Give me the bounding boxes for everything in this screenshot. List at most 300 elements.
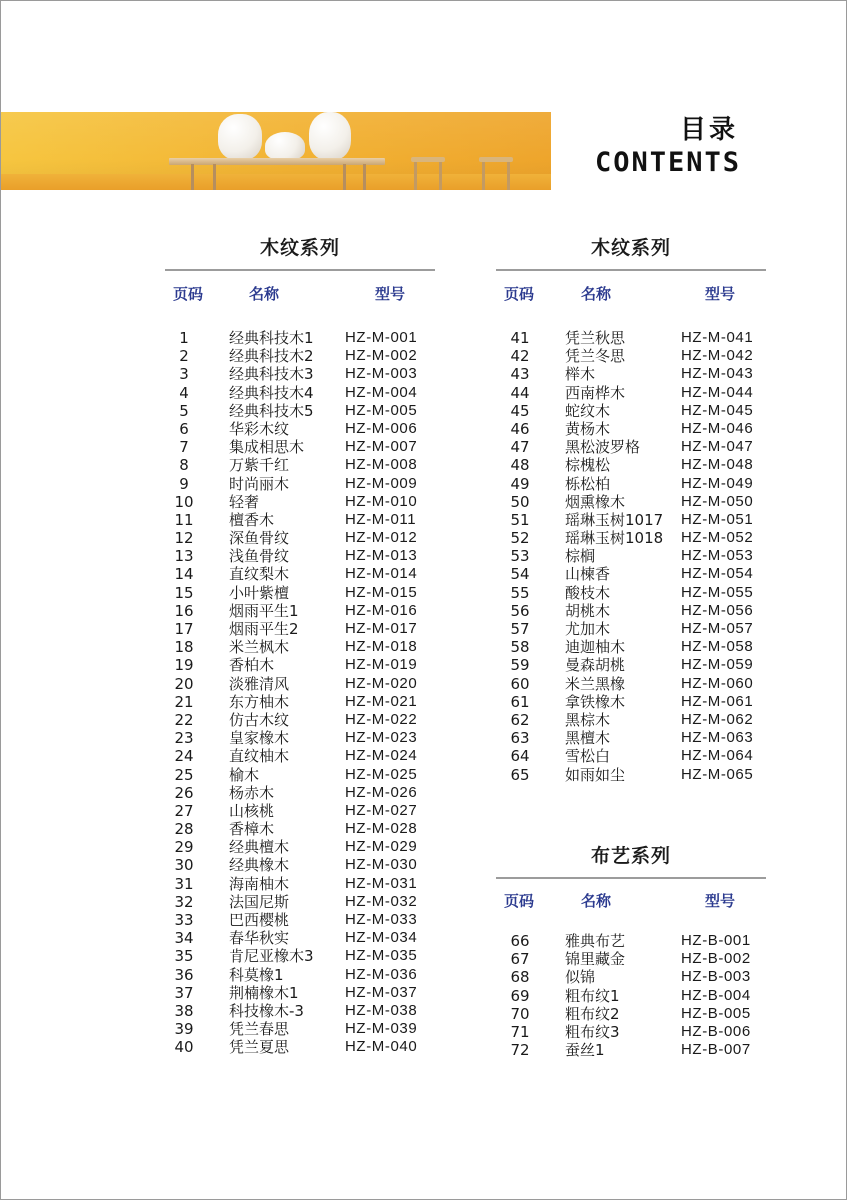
toc-row <box>502 620 772 638</box>
toc-item-name: 凭兰夏思 <box>229 1038 290 1057</box>
toc-item-name: 时尚丽木 <box>229 474 290 493</box>
section-title: 布艺系列 <box>590 845 671 867</box>
column-header-page: 页码 <box>173 285 204 303</box>
toc-page-number: 40 <box>174 1038 194 1057</box>
toc-item-name: 直纹柚木 <box>229 747 290 766</box>
toc-item-code: HZ-M-051 <box>681 510 754 528</box>
toc-item-code: HZ-M-028 <box>345 820 418 838</box>
toc-item-name: 东方柚木 <box>229 692 290 711</box>
toc-item-code: HZ-M-008 <box>345 456 418 474</box>
toc-item-name: 迪迦柚木 <box>565 638 626 657</box>
toc-item-code: HZ-M-023 <box>345 729 418 747</box>
toc-item-code: HZ-M-002 <box>345 347 418 365</box>
toc-item-code: HZ-M-017 <box>345 620 418 637</box>
stool-icon <box>479 157 513 190</box>
toc-item-code: HZ-M-034 <box>345 929 418 947</box>
toc-row <box>166 329 436 347</box>
toc-item-code: HZ-M-007 <box>345 438 418 456</box>
section-divider <box>496 269 766 271</box>
toc-item-name: 榆木 <box>229 765 260 784</box>
toc-item-name: 经典科技木4 <box>229 383 314 402</box>
toc-page-number: 26 <box>174 783 194 802</box>
toc-row <box>166 966 436 984</box>
toc-item-code: HZ-M-040 <box>345 1038 418 1056</box>
column-header-model: 型号 <box>705 285 736 303</box>
toc-row <box>166 456 436 474</box>
toc-item-code: HZ-M-009 <box>345 474 418 492</box>
toc-row <box>166 984 436 1002</box>
toc-row <box>166 602 436 620</box>
toc-page-number: 64 <box>510 747 530 766</box>
toc-row <box>166 820 436 838</box>
toc-row <box>502 968 772 986</box>
toc-page-number: 6 <box>179 419 189 438</box>
toc-row <box>502 365 772 383</box>
toc-page-number: 63 <box>510 729 530 748</box>
toc-item-code: HZ-B-004 <box>681 986 751 1004</box>
toc-list <box>502 932 772 1059</box>
toc-item-code: HZ-M-026 <box>345 783 418 801</box>
toc-item-code: HZ-B-005 <box>681 1004 751 1022</box>
toc-item-name: 仿古木纹 <box>229 710 290 729</box>
toc-item-code: HZ-M-044 <box>681 383 754 401</box>
toc-item-code: HZ-M-032 <box>345 892 418 910</box>
toc-item-name: 似锦 <box>565 968 596 987</box>
toc-item-code: HZ-M-061 <box>681 692 754 710</box>
toc-item-name: 凭兰秋思 <box>565 329 626 347</box>
column-header-page: 页码 <box>504 285 535 303</box>
toc-row <box>166 893 436 911</box>
toc-page-number: 17 <box>174 620 194 638</box>
toc-item-name: 黑檀木 <box>565 729 611 748</box>
toc-row <box>502 402 772 420</box>
toc-page-number: 5 <box>179 401 189 420</box>
stool-icon <box>411 157 445 190</box>
toc-item-code: HZ-M-011 <box>345 510 417 528</box>
toc-item-name: 经典檀木 <box>229 838 290 857</box>
toc-item-name: 瑶琳玉树1018 <box>565 529 664 548</box>
toc-item-code: HZ-M-050 <box>681 492 754 510</box>
toc-item-name: 杨赤木 <box>229 783 275 802</box>
toc-list <box>166 329 436 1057</box>
toc-page-number: 16 <box>174 601 194 620</box>
page-subtitle: CONTENTS <box>594 147 741 178</box>
toc-item-name: 蛇纹木 <box>565 401 611 420</box>
toc-page-number: 66 <box>510 932 530 950</box>
toc-list <box>502 329 772 784</box>
toc-row <box>502 1023 772 1041</box>
toc-page-number: 53 <box>510 547 530 566</box>
toc-page-number: 47 <box>510 438 530 457</box>
toc-row <box>502 493 772 511</box>
toc-item-name: 锦里藏金 <box>565 950 626 969</box>
toc-page-number: 51 <box>510 510 530 529</box>
toc-item-name: 胡桃木 <box>565 601 611 620</box>
toc-page-number: 28 <box>174 820 194 839</box>
toc-row <box>502 987 772 1005</box>
toc-item-code: HZ-M-027 <box>345 801 418 819</box>
toc-row <box>166 838 436 856</box>
toc-page-number: 30 <box>174 856 194 875</box>
toc-item-code: HZ-M-062 <box>681 710 754 728</box>
toc-row <box>502 656 772 674</box>
toc-item-name: 浅鱼骨纹 <box>229 547 290 566</box>
toc-row <box>166 347 436 365</box>
toc-item-code: HZ-M-006 <box>345 419 418 437</box>
toc-item-name: 集成相思木 <box>229 438 305 457</box>
toc-item-name: 米兰枫木 <box>229 638 290 657</box>
toc-item-name: 瑶琳玉树1017 <box>565 510 664 529</box>
toc-row <box>166 547 436 565</box>
toc-row <box>166 1020 436 1038</box>
toc-item-name: 粗布纹1 <box>565 986 620 1005</box>
toc-item-name: 烟雨平生2 <box>229 620 299 638</box>
toc-row <box>502 438 772 456</box>
column-header-name: 名称 <box>581 892 612 910</box>
toc-item-code: HZ-M-030 <box>345 856 418 874</box>
column-header-name: 名称 <box>249 285 280 303</box>
toc-row <box>502 932 772 950</box>
toc-row <box>166 584 436 602</box>
toc-page-number: 15 <box>174 583 194 602</box>
toc-item-code: HZ-M-042 <box>681 347 754 365</box>
toc-item-name: 经典科技木1 <box>229 329 314 347</box>
toc-row <box>502 747 772 765</box>
toc-item-code: HZ-M-059 <box>681 656 754 674</box>
toc-item-name: 直纹梨木 <box>229 565 290 584</box>
toc-item-code: HZ-M-043 <box>681 365 754 383</box>
toc-page-number: 58 <box>510 638 530 657</box>
toc-page-number: 68 <box>510 968 530 987</box>
toc-page-number: 71 <box>510 1022 530 1041</box>
toc-row <box>166 1002 436 1020</box>
toc-item-name: 经典科技木5 <box>229 401 314 420</box>
toc-row <box>502 711 772 729</box>
toc-page-number: 48 <box>510 456 530 475</box>
toc-page-number: 37 <box>174 983 194 1002</box>
toc-page-number: 22 <box>174 710 194 729</box>
toc-item-name: 烟熏橡木 <box>565 492 626 511</box>
toc-item-code: HZ-M-013 <box>345 547 418 565</box>
column-header-model: 型号 <box>375 285 406 303</box>
toc-item-name: 经典科技木3 <box>229 365 314 384</box>
toc-page-number: 20 <box>174 674 194 693</box>
toc-row <box>166 475 436 493</box>
toc-page-number: 29 <box>174 838 194 857</box>
toc-item-code: HZ-M-010 <box>345 492 418 510</box>
toc-page-number: 4 <box>179 383 189 402</box>
toc-row <box>166 638 436 656</box>
toc-page-number: 32 <box>174 892 194 911</box>
toc-item-name: 黑松波罗格 <box>565 438 641 457</box>
toc-item-name: 黄杨木 <box>565 419 611 438</box>
toc-row <box>502 1005 772 1023</box>
toc-item-code: HZ-M-036 <box>345 965 418 983</box>
toc-item-name: 华彩木纹 <box>229 419 290 438</box>
toc-item-code: HZ-M-037 <box>345 983 418 1001</box>
toc-page-number: 46 <box>510 419 530 438</box>
toc-row <box>502 347 772 365</box>
toc-item-name: 棕槐松 <box>565 456 611 475</box>
toc-row <box>166 729 436 747</box>
toc-row <box>166 784 436 802</box>
toc-page-number: 33 <box>174 911 194 929</box>
toc-page-number: 52 <box>510 529 530 548</box>
toc-item-code: HZ-M-033 <box>345 911 418 928</box>
toc-page-number: 65 <box>510 765 530 784</box>
toc-page-number: 14 <box>174 565 194 584</box>
toc-row <box>502 602 772 620</box>
toc-row <box>166 656 436 674</box>
toc-item-name: 万紫千红 <box>229 456 290 475</box>
toc-item-name: 如雨如尘 <box>565 765 626 784</box>
toc-page-number: 70 <box>510 1004 530 1023</box>
toc-row <box>166 911 436 929</box>
section-title: 木纹系列 <box>259 237 340 259</box>
toc-page-number: 44 <box>510 383 530 402</box>
toc-page-number: 1 <box>179 329 189 347</box>
toc-item-name: 春华秋实 <box>229 929 290 948</box>
toc-row <box>502 547 772 565</box>
toc-page-number: 35 <box>174 947 194 966</box>
toc-page-number: 34 <box>174 929 194 948</box>
toc-item-code: HZ-M-065 <box>681 765 754 783</box>
toc-row <box>502 950 772 968</box>
toc-row <box>502 420 772 438</box>
toc-page-number: 45 <box>510 401 530 420</box>
toc-item-code: HZ-M-018 <box>345 638 418 656</box>
toc-item-code: HZ-M-045 <box>681 401 754 419</box>
toc-page-number: 43 <box>510 365 530 384</box>
toc-item-code: HZ-M-012 <box>345 529 418 547</box>
section-title: 木纹系列 <box>590 237 671 259</box>
toc-item-name: 香柏木 <box>229 656 275 675</box>
toc-item-code: HZ-M-048 <box>681 456 754 474</box>
toc-item-name: 蚕丝1 <box>565 1041 605 1060</box>
toc-row <box>166 565 436 583</box>
toc-page-number: 54 <box>510 565 530 584</box>
toc-item-code: HZ-M-049 <box>681 474 754 492</box>
toc-row <box>166 929 436 947</box>
toc-page-number: 60 <box>510 674 530 693</box>
toc-item-name: 山核桃 <box>229 801 275 820</box>
vase-icon <box>218 114 262 160</box>
toc-item-name: 小叶紫檀 <box>229 583 290 602</box>
toc-page-number: 57 <box>510 620 530 638</box>
toc-item-name: 肯尼亚橡木3 <box>229 947 314 966</box>
toc-row <box>166 365 436 383</box>
toc-item-code: HZ-M-041 <box>681 329 754 346</box>
toc-item-code: HZ-M-046 <box>681 419 754 437</box>
toc-item-code: HZ-M-016 <box>345 601 418 619</box>
toc-item-name: 凭兰冬思 <box>565 347 626 366</box>
toc-row <box>166 1038 436 1056</box>
toc-page-number: 42 <box>510 347 530 366</box>
toc-row <box>166 747 436 765</box>
toc-page-number: 67 <box>510 950 530 969</box>
toc-page-number: 36 <box>174 965 194 984</box>
toc-item-name: 法国尼斯 <box>229 892 290 911</box>
toc-item-name: 酸枝木 <box>565 583 611 602</box>
toc-page-number: 27 <box>174 801 194 820</box>
toc-item-code: HZ-M-038 <box>345 1001 418 1019</box>
toc-item-code: HZ-M-039 <box>345 1020 418 1038</box>
toc-item-name: 山楝香 <box>565 565 611 584</box>
toc-row <box>502 638 772 656</box>
toc-page-number: 41 <box>510 329 530 347</box>
toc-page-number: 50 <box>510 492 530 511</box>
toc-row <box>166 947 436 965</box>
toc-item-name: 科技橡木-3 <box>229 1001 304 1020</box>
toc-item-code: HZ-M-021 <box>345 692 418 710</box>
toc-row <box>502 329 772 347</box>
column-header-name: 名称 <box>581 285 612 303</box>
toc-item-name: 西南桦木 <box>565 383 626 402</box>
toc-item-code: HZ-M-003 <box>345 365 418 383</box>
toc-item-code: HZ-M-022 <box>345 710 418 728</box>
toc-item-code: HZ-M-031 <box>345 874 418 892</box>
toc-item-code: HZ-M-057 <box>681 620 754 637</box>
vase-icon <box>309 112 351 160</box>
toc-row <box>502 584 772 602</box>
toc-page-number: 8 <box>179 456 189 475</box>
toc-item-name: 轻奢 <box>229 492 260 511</box>
toc-page-number: 3 <box>179 365 189 384</box>
toc-item-code: HZ-M-064 <box>681 747 754 765</box>
toc-item-code: HZ-B-003 <box>681 968 751 986</box>
toc-item-code: HZ-M-055 <box>681 583 754 601</box>
toc-item-name: 香樟木 <box>229 820 275 839</box>
toc-row <box>502 384 772 402</box>
toc-page-number: 10 <box>174 492 194 511</box>
toc-item-code: HZ-M-058 <box>681 638 754 656</box>
toc-page-number: 72 <box>510 1041 530 1060</box>
toc-page-number: 62 <box>510 710 530 729</box>
toc-page-number: 21 <box>174 692 194 711</box>
toc-item-name: 凭兰春思 <box>229 1020 290 1039</box>
toc-item-code: HZ-M-054 <box>681 565 754 583</box>
shelf-icon <box>169 158 385 165</box>
toc-row <box>166 620 436 638</box>
toc-item-name: 雪松白 <box>565 747 611 766</box>
toc-page-number: 11 <box>174 510 194 529</box>
page-title: 目录 <box>679 115 738 145</box>
toc-row <box>166 493 436 511</box>
toc-item-name: 淡雅清风 <box>229 674 290 693</box>
toc-item-name: 米兰黑橡 <box>565 674 626 693</box>
section-divider <box>165 269 435 271</box>
column-header-page: 页码 <box>504 892 535 910</box>
toc-page-number: 7 <box>179 438 189 457</box>
toc-row <box>502 1041 772 1059</box>
toc-row <box>166 766 436 784</box>
toc-page-number: 23 <box>174 729 194 748</box>
toc-item-code: HZ-M-056 <box>681 601 754 619</box>
toc-page-number: 2 <box>179 347 189 366</box>
toc-row <box>166 675 436 693</box>
toc-item-code: HZ-M-047 <box>681 438 754 456</box>
toc-item-name: 棕榈 <box>565 547 596 566</box>
toc-row <box>166 438 436 456</box>
toc-item-code: HZ-M-005 <box>345 401 418 419</box>
toc-row <box>166 529 436 547</box>
toc-item-code: HZ-M-014 <box>345 565 418 583</box>
toc-row <box>502 456 772 474</box>
toc-page-number: 24 <box>174 747 194 766</box>
toc-item-name: 粗布纹2 <box>565 1004 620 1023</box>
toc-page-number: 38 <box>174 1001 194 1020</box>
toc-page-number: 55 <box>510 583 530 602</box>
toc-row <box>166 711 436 729</box>
toc-item-code: HZ-M-015 <box>345 583 418 601</box>
toc-page-number: 56 <box>510 601 530 620</box>
toc-item-name: 拿铁橡木 <box>565 692 626 711</box>
toc-row <box>502 766 772 784</box>
toc-page-number: 59 <box>510 656 530 675</box>
toc-item-code: HZ-M-063 <box>681 729 754 747</box>
toc-item-code: HZ-M-001 <box>345 329 418 346</box>
toc-row <box>166 420 436 438</box>
toc-item-name: 榉木 <box>565 365 596 384</box>
toc-item-code: HZ-M-052 <box>681 529 754 547</box>
toc-item-name: 海南柚木 <box>229 874 290 893</box>
toc-page-number: 9 <box>179 474 189 493</box>
toc-item-code: HZ-M-020 <box>345 674 418 692</box>
toc-page-number: 39 <box>174 1020 194 1039</box>
toc-row <box>166 856 436 874</box>
toc-page-number: 25 <box>174 765 194 784</box>
toc-item-code: HZ-B-002 <box>681 950 751 968</box>
toc-item-name: 经典橡木 <box>229 856 290 875</box>
toc-row <box>166 384 436 402</box>
toc-item-name: 尤加木 <box>565 620 611 638</box>
toc-item-code: HZ-M-053 <box>681 547 754 565</box>
toc-row <box>166 875 436 893</box>
toc-item-code: HZ-M-029 <box>345 838 418 856</box>
toc-row <box>166 802 436 820</box>
toc-row <box>502 729 772 747</box>
toc-row <box>502 511 772 529</box>
toc-page-number: 18 <box>174 638 194 657</box>
toc-item-code: HZ-B-007 <box>681 1041 751 1059</box>
section-divider <box>496 877 766 879</box>
toc-row <box>502 475 772 493</box>
toc-page-number: 19 <box>174 656 194 675</box>
toc-item-name: 皇家橡木 <box>229 729 290 748</box>
toc-item-name: 粗布纹3 <box>565 1022 620 1041</box>
toc-row <box>166 511 436 529</box>
toc-row <box>502 693 772 711</box>
toc-row <box>166 693 436 711</box>
toc-row <box>502 529 772 547</box>
toc-item-name: 巴西樱桃 <box>229 911 290 929</box>
toc-page-number: 61 <box>510 692 530 711</box>
toc-item-name: 深鱼骨纹 <box>229 529 290 548</box>
toc-row <box>502 675 772 693</box>
toc-page-number: 69 <box>510 986 530 1005</box>
toc-item-name: 栎松柏 <box>565 474 611 493</box>
toc-item-name: 曼森胡桃 <box>565 656 626 675</box>
toc-item-name: 黑棕木 <box>565 710 611 729</box>
toc-item-name: 荆楠橡木1 <box>229 983 299 1002</box>
toc-item-code: HZ-B-006 <box>681 1022 751 1040</box>
toc-item-code: HZ-M-019 <box>345 656 418 674</box>
toc-item-name: 经典科技木2 <box>229 347 314 366</box>
toc-row <box>166 402 436 420</box>
toc-item-name: 雅典布艺 <box>565 932 626 950</box>
toc-item-code: HZ-M-024 <box>345 747 418 765</box>
toc-row <box>502 565 772 583</box>
